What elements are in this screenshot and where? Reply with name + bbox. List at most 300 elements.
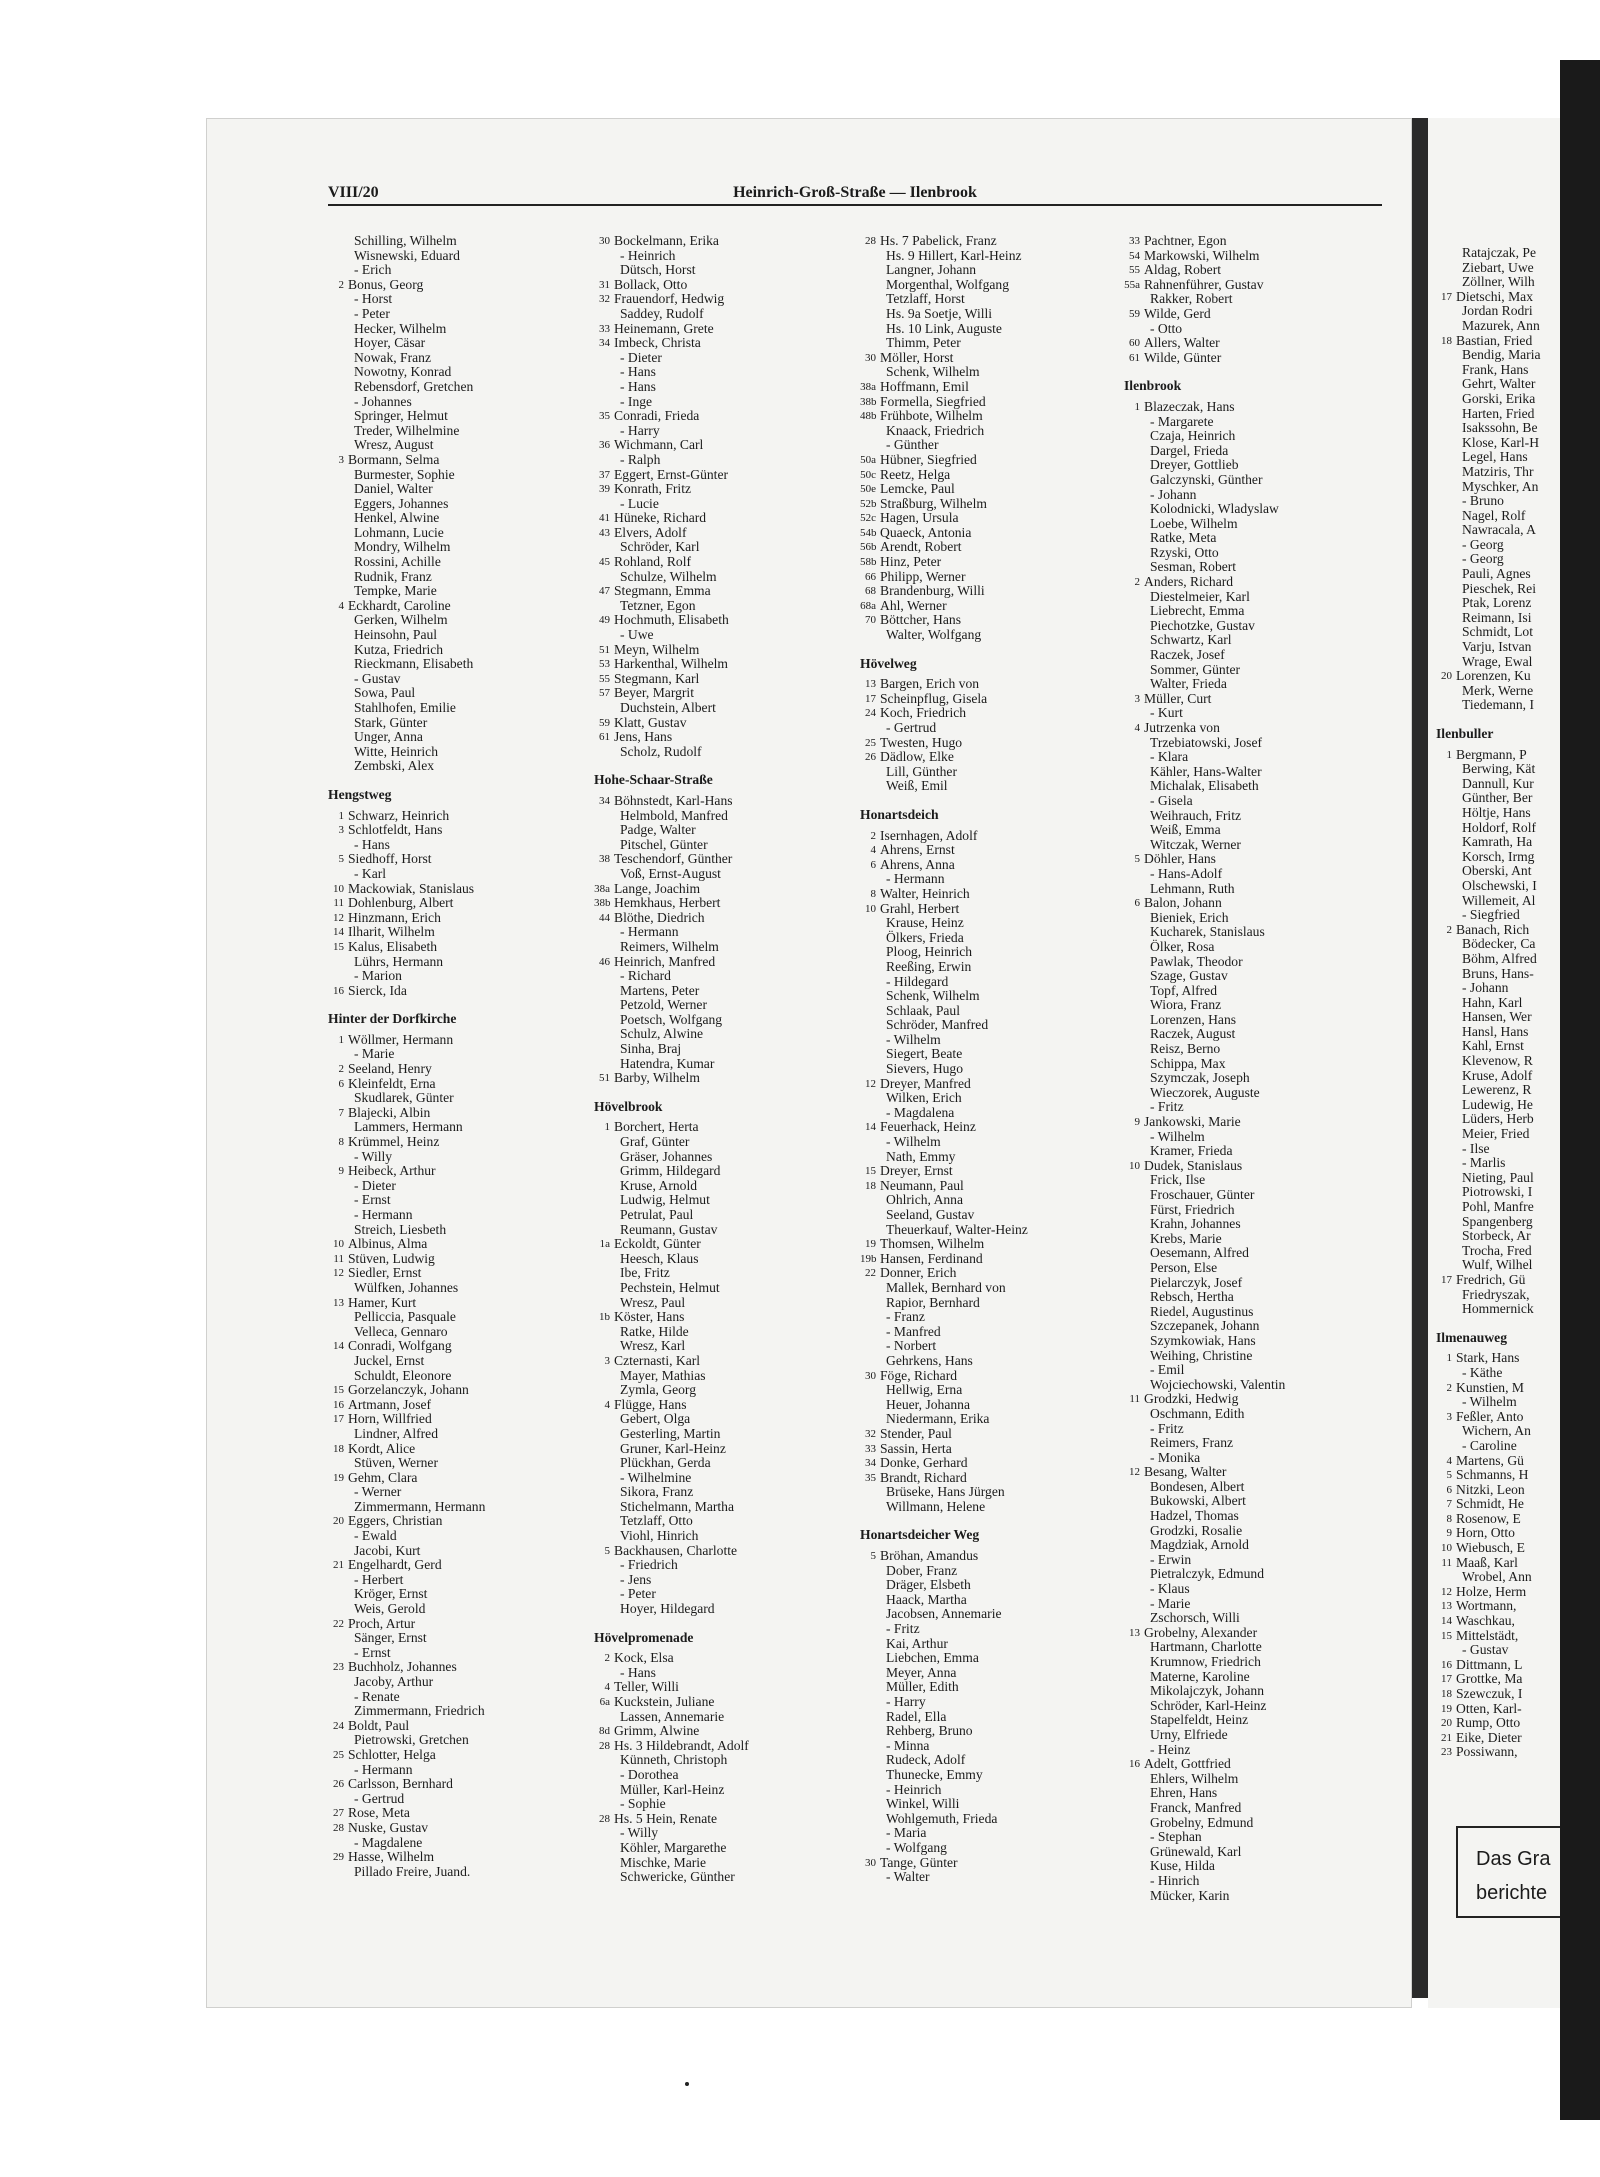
resident-name: Reimann, Isi bbox=[1462, 609, 1532, 625]
resident-entry bbox=[594, 249, 844, 264]
resident-name: Gorski, Erika bbox=[1462, 390, 1536, 406]
resident-entry bbox=[860, 887, 1110, 902]
resident-entry bbox=[1124, 1290, 1374, 1305]
resident-name: Grobelny, Edmund bbox=[1150, 1814, 1254, 1830]
resident-entry bbox=[860, 584, 1110, 599]
house-number: 4 bbox=[1134, 722, 1140, 734]
resident-name: Kutza, Friedrich bbox=[354, 641, 444, 657]
resident-entry bbox=[1124, 488, 1374, 503]
resident-entry bbox=[860, 1398, 1110, 1413]
resident-entry bbox=[860, 613, 1110, 628]
resident-entry bbox=[860, 829, 1110, 844]
resident-name: - Jens bbox=[620, 1571, 652, 1587]
resident-name: Pieschek, Rei bbox=[1462, 580, 1536, 596]
resident-entry bbox=[860, 292, 1110, 307]
house-number: 51 bbox=[599, 1072, 610, 1085]
resident-entry bbox=[1436, 967, 1560, 982]
resident-name: Topf, Alfred bbox=[1150, 982, 1217, 998]
resident-name: Brüseke, Hans Jürgen bbox=[886, 1484, 1005, 1500]
resident-entry bbox=[1436, 996, 1560, 1011]
resident-name: - Karl bbox=[354, 865, 387, 881]
resident-entry bbox=[328, 882, 578, 897]
resident-entry bbox=[1436, 835, 1560, 850]
resident-name: Frauendorf, Hedwig bbox=[614, 291, 725, 307]
resident-entry bbox=[860, 1310, 1110, 1325]
resident-entry bbox=[1124, 1816, 1374, 1831]
house-number: 10 bbox=[865, 902, 876, 915]
resident-name: Eckhardt, Caroline bbox=[348, 597, 451, 613]
resident-entry bbox=[594, 1296, 844, 1311]
resident-name: Tetzlaff, Otto bbox=[620, 1513, 693, 1529]
resident-entry bbox=[328, 911, 578, 926]
resident-name: - Peter bbox=[620, 1586, 656, 1602]
resident-entry bbox=[1124, 1626, 1374, 1641]
house-number: 1 bbox=[604, 1121, 610, 1134]
resident-entry bbox=[594, 599, 844, 614]
resident-entry bbox=[594, 823, 844, 838]
resident-name: Wresz, August bbox=[354, 437, 434, 453]
resident-name: Hoffmann, Emil bbox=[880, 378, 969, 394]
resident-entry bbox=[594, 911, 844, 926]
resident-entry bbox=[860, 1593, 1110, 1608]
street-heading: Hengstweg bbox=[328, 786, 392, 802]
resident-entry bbox=[594, 896, 844, 911]
resident-name: Szymczak, Joseph bbox=[1150, 1070, 1250, 1086]
resident-name: Klatt, Gustav bbox=[614, 714, 687, 730]
resident-entry bbox=[328, 745, 578, 760]
resident-name: Hasse, Wilhelm bbox=[348, 1849, 435, 1865]
resident-entry bbox=[594, 1724, 844, 1739]
resident-entry bbox=[1124, 955, 1374, 970]
resident-entry bbox=[328, 925, 578, 940]
resident-entry bbox=[594, 1042, 844, 1057]
resident-entry bbox=[328, 1252, 578, 1267]
resident-entry bbox=[1436, 1366, 1560, 1381]
resident-name: Zöllner, Wilh bbox=[1462, 274, 1535, 290]
resident-name: Schmidt, Lot bbox=[1462, 624, 1533, 640]
resident-entry bbox=[1124, 1859, 1374, 1874]
resident-entry bbox=[328, 540, 578, 555]
resident-name: Proch, Artur bbox=[348, 1615, 416, 1631]
house-number: 61 bbox=[599, 731, 610, 744]
resident-entry bbox=[328, 584, 578, 599]
resident-entry bbox=[594, 686, 844, 701]
resident-entry bbox=[860, 1651, 1110, 1666]
house-number: 28 bbox=[333, 1821, 344, 1834]
resident-entry bbox=[1436, 1200, 1560, 1215]
resident-name: Ratke, Meta bbox=[1150, 530, 1217, 546]
resident-entry bbox=[1436, 1716, 1560, 1731]
resident-entry bbox=[860, 843, 1110, 858]
resident-name: - Otto bbox=[1150, 320, 1183, 336]
house-number: 33 bbox=[599, 322, 610, 335]
resident-name: Liebchen, Emma bbox=[886, 1650, 979, 1666]
resident-entry bbox=[860, 365, 1110, 380]
resident-entry bbox=[1124, 1086, 1374, 1101]
house-number: 12 bbox=[333, 1267, 344, 1280]
resident-entry bbox=[1124, 1582, 1374, 1597]
resident-name: Ehlers, Wilhelm bbox=[1150, 1770, 1239, 1786]
house-number: 11 bbox=[1441, 1556, 1452, 1569]
resident-name: Horn, Otto bbox=[1456, 1525, 1515, 1541]
resident-entry bbox=[594, 468, 844, 483]
resident-name: Balon, Johann bbox=[1144, 895, 1222, 911]
resident-name: - Ernst bbox=[354, 1644, 391, 1660]
resident-name: Varju, Istvan bbox=[1462, 639, 1532, 655]
house-number: 6 bbox=[338, 1077, 344, 1090]
resident-entry bbox=[328, 1529, 578, 1544]
resident-name: Galczynski, Günther bbox=[1150, 471, 1263, 487]
house-number: 3 bbox=[604, 1354, 610, 1367]
house-number: 38b bbox=[594, 897, 611, 910]
resident-name: - Emil bbox=[1150, 1362, 1185, 1378]
house-number: 25 bbox=[333, 1748, 344, 1761]
house-number: 46 bbox=[599, 955, 610, 968]
resident-entry bbox=[594, 657, 844, 672]
street-heading: Honartsdeich bbox=[860, 806, 939, 822]
resident-entry bbox=[328, 234, 578, 249]
resident-entry bbox=[860, 1077, 1110, 1092]
resident-entry bbox=[860, 1768, 1110, 1783]
resident-entry bbox=[594, 1753, 844, 1768]
house-number: 13 bbox=[333, 1296, 344, 1309]
next-page-fragment bbox=[1428, 118, 1560, 2008]
resident-name: Grünewald, Karl bbox=[1150, 1843, 1242, 1859]
resident-name: Stender, Paul bbox=[880, 1425, 952, 1441]
resident-entry bbox=[594, 1013, 844, 1028]
resident-entry bbox=[594, 1442, 844, 1457]
street-heading: Hövelpromenade bbox=[594, 1629, 694, 1645]
resident-name: - Renate bbox=[354, 1688, 400, 1704]
resident-entry bbox=[594, 1471, 844, 1486]
resident-name: Lemcke, Paul bbox=[880, 481, 955, 497]
resident-name: Wilde, Gerd bbox=[1144, 305, 1211, 321]
resident-entry bbox=[860, 1607, 1110, 1622]
resident-name: Hoyer, Hildegard bbox=[620, 1601, 715, 1617]
resident-entry bbox=[594, 1135, 844, 1150]
house-number: 22 bbox=[333, 1617, 344, 1630]
resident-name: - Ewald bbox=[354, 1528, 397, 1544]
resident-entry bbox=[1436, 850, 1560, 865]
resident-entry bbox=[1124, 1889, 1374, 1904]
resident-entry bbox=[1124, 1597, 1374, 1612]
resident-entry bbox=[1124, 1524, 1374, 1539]
resident-entry bbox=[860, 511, 1110, 526]
resident-name: Lange, Joachim bbox=[614, 880, 701, 896]
scan-edge bbox=[1560, 60, 1600, 2120]
resident-entry bbox=[594, 794, 844, 809]
house-number: 5 bbox=[1134, 853, 1140, 866]
resident-name: Bargen, Erich von bbox=[880, 676, 980, 692]
resident-entry bbox=[594, 322, 844, 337]
resident-name: Conradi, Frieda bbox=[614, 408, 700, 424]
resident-entry bbox=[328, 511, 578, 526]
resident-entry bbox=[860, 1106, 1110, 1121]
resident-entry bbox=[1124, 560, 1374, 575]
resident-name: Hübner, Siegfried bbox=[880, 451, 977, 467]
resident-entry bbox=[1124, 765, 1374, 780]
resident-entry bbox=[328, 730, 578, 745]
resident-name: Borchert, Herta bbox=[614, 1119, 699, 1135]
resident-name: Quaeck, Antonia bbox=[880, 524, 972, 540]
resident-name: Meier, Fried bbox=[1462, 1126, 1530, 1142]
resident-entry bbox=[594, 1150, 844, 1165]
resident-name: Backhausen, Charlotte bbox=[614, 1542, 738, 1558]
resident-name: - Wilhelm bbox=[1150, 1128, 1205, 1144]
resident-name: Dietschi, Max bbox=[1456, 288, 1534, 304]
resident-name: Eike, Dieter bbox=[1456, 1729, 1522, 1745]
resident-entry bbox=[1436, 1687, 1560, 1702]
resident-entry bbox=[1436, 261, 1560, 276]
street-heading: Hövelbrook bbox=[594, 1098, 663, 1114]
resident-name: Zimmermann, Friedrich bbox=[354, 1703, 485, 1719]
resident-name: Mallek, Bernhard von bbox=[886, 1279, 1006, 1295]
resident-name: Bollack, Otto bbox=[614, 276, 688, 292]
resident-entry bbox=[328, 643, 578, 658]
resident-entry bbox=[328, 686, 578, 701]
resident-entry bbox=[594, 1797, 844, 1812]
resident-entry bbox=[328, 1500, 578, 1515]
resident-name: Zymla, Georg bbox=[620, 1382, 697, 1398]
resident-name: Oesemann, Alfred bbox=[1150, 1245, 1249, 1261]
resident-name: Neumann, Paul bbox=[880, 1177, 964, 1193]
resident-entry bbox=[1436, 407, 1560, 422]
resident-entry bbox=[860, 1135, 1110, 1150]
resident-name: - Ernst bbox=[354, 1192, 391, 1208]
resident-name: Frick, Ilse bbox=[1150, 1172, 1206, 1188]
resident-name: Philipp, Werner bbox=[880, 568, 966, 584]
resident-entry bbox=[594, 526, 844, 541]
resident-entry bbox=[1436, 509, 1560, 524]
resident-entry bbox=[1124, 1436, 1374, 1451]
resident-name: Mücker, Karin bbox=[1150, 1887, 1230, 1903]
resident-entry bbox=[860, 1412, 1110, 1427]
house-number: 11 bbox=[333, 897, 344, 910]
resident-entry bbox=[1124, 998, 1374, 1013]
resident-entry bbox=[1124, 677, 1374, 692]
resident-name: Tiedemann, I bbox=[1462, 697, 1534, 713]
resident-name: Adelt, Gottfried bbox=[1144, 1756, 1231, 1772]
house-number: 32 bbox=[865, 1427, 876, 1440]
resident-name: Dräger, Elsbeth bbox=[886, 1577, 971, 1593]
resident-name: Rossini, Achille bbox=[354, 554, 441, 570]
resident-entry bbox=[860, 1339, 1110, 1354]
resident-name: - Marion bbox=[354, 968, 402, 984]
resident-entry bbox=[1124, 292, 1374, 307]
resident-name: Korsch, Irmg bbox=[1462, 848, 1535, 864]
house-number: 17 bbox=[1441, 290, 1452, 303]
resident-entry bbox=[860, 902, 1110, 917]
resident-name: - Hermann bbox=[354, 1761, 413, 1777]
resident-entry bbox=[1436, 1156, 1560, 1171]
resident-entry bbox=[1436, 1025, 1560, 1040]
resident-entry bbox=[1124, 1217, 1374, 1232]
resident-name: Heinsohn, Paul bbox=[354, 627, 438, 643]
resident-name: Günther, Ber bbox=[1462, 790, 1533, 806]
resident-entry bbox=[594, 1587, 844, 1602]
resident-name: Wieczorek, Auguste bbox=[1150, 1084, 1260, 1100]
resident-name: Stüven, Ludwig bbox=[348, 1250, 435, 1266]
resident-name: Sänger, Ernst bbox=[354, 1630, 427, 1646]
resident-entry bbox=[860, 1797, 1110, 1812]
resident-name: Heinemann, Grete bbox=[614, 320, 714, 336]
resident-name: Wortmann, bbox=[1456, 1598, 1517, 1614]
resident-name: Haack, Martha bbox=[886, 1591, 967, 1607]
resident-name: Grobelny, Alexander bbox=[1144, 1624, 1258, 1640]
resident-entry bbox=[1436, 596, 1560, 611]
resident-name: - Harry bbox=[620, 422, 660, 438]
resident-entry bbox=[328, 809, 578, 824]
resident-name: Oschmann, Edith bbox=[1150, 1405, 1245, 1421]
resident-name: Pelliccia, Pasquale bbox=[354, 1309, 456, 1325]
resident-entry bbox=[1124, 1188, 1374, 1203]
house-number: 49 bbox=[599, 614, 610, 627]
house-number: 29 bbox=[333, 1851, 344, 1864]
resident-name: - Lucie bbox=[620, 495, 659, 511]
resident-entry bbox=[328, 322, 578, 337]
resident-name: Urny, Elfriede bbox=[1150, 1726, 1228, 1742]
house-number: 20 bbox=[1441, 670, 1452, 683]
column-2 bbox=[594, 234, 844, 1885]
resident-entry bbox=[860, 858, 1110, 873]
resident-name: Weihrauch, Fritz bbox=[1150, 807, 1242, 823]
resident-name: Rapior, Bernhard bbox=[886, 1294, 980, 1310]
resident-entry bbox=[1124, 322, 1374, 337]
resident-name: Gräser, Johannes bbox=[620, 1148, 713, 1164]
resident-entry bbox=[594, 1383, 844, 1398]
resident-name: Rosenow, E bbox=[1456, 1510, 1521, 1526]
resident-name: Scholz, Rudolf bbox=[620, 743, 702, 759]
resident-name: Ohlrich, Anna bbox=[886, 1192, 964, 1208]
resident-entry bbox=[1124, 1349, 1374, 1364]
resident-name: Rzyski, Otto bbox=[1150, 544, 1219, 560]
resident-entry bbox=[328, 955, 578, 970]
resident-entry bbox=[1436, 1702, 1560, 1717]
resident-name: Mackowiak, Stanislaus bbox=[348, 880, 475, 896]
resident-name: Magdziak, Arnold bbox=[1150, 1537, 1249, 1553]
resident-entry bbox=[1124, 692, 1374, 707]
resident-entry bbox=[1124, 736, 1374, 751]
resident-entry bbox=[594, 1398, 844, 1413]
house-number: 55a bbox=[1124, 278, 1140, 291]
resident-name: Wojciechowski, Valentin bbox=[1150, 1376, 1286, 1392]
resident-entry bbox=[1436, 363, 1560, 378]
resident-entry bbox=[594, 1695, 844, 1710]
resident-entry bbox=[1436, 480, 1560, 495]
resident-name: Hellwig, Erna bbox=[886, 1382, 963, 1398]
resident-name: Albinus, Alma bbox=[348, 1236, 428, 1252]
resident-entry bbox=[860, 960, 1110, 975]
resident-entry bbox=[860, 599, 1110, 614]
resident-name: Oberski, Ant bbox=[1462, 863, 1532, 879]
resident-name: Kunstien, M bbox=[1456, 1379, 1524, 1395]
resident-name: Ptak, Lorenz bbox=[1462, 595, 1532, 611]
resident-entry bbox=[860, 1500, 1110, 1515]
resident-name: Gehrkens, Hans bbox=[886, 1352, 973, 1368]
resident-entry bbox=[328, 1310, 578, 1325]
resident-name: Pillado Freire, Juand. bbox=[354, 1863, 471, 1879]
resident-name: - Erwin bbox=[1150, 1551, 1192, 1567]
resident-entry bbox=[1436, 1083, 1560, 1098]
resident-name: Reisz, Berno bbox=[1150, 1041, 1221, 1057]
resident-name: - Hans-Adolf bbox=[1150, 865, 1223, 881]
resident-entry bbox=[594, 263, 844, 278]
resident-name: - Hermann bbox=[620, 924, 679, 940]
resident-entry bbox=[1124, 1611, 1374, 1626]
resident-entry bbox=[328, 1836, 578, 1851]
house-number: 2 bbox=[1446, 1381, 1452, 1394]
house-number: 24 bbox=[865, 707, 876, 720]
resident-entry bbox=[594, 1456, 844, 1471]
resident-name: Czternasti, Karl bbox=[614, 1352, 701, 1368]
resident-name: Czaja, Heinrich bbox=[1150, 428, 1236, 444]
resident-entry bbox=[1124, 400, 1374, 415]
resident-entry bbox=[1124, 415, 1374, 430]
resident-entry bbox=[328, 1383, 578, 1398]
resident-entry bbox=[1124, 1013, 1374, 1028]
resident-name: Twesten, Hugo bbox=[880, 734, 963, 750]
resident-name: Hs. 3 Hildebrandt, Adolf bbox=[614, 1737, 749, 1753]
resident-name: Daniel, Walter bbox=[354, 481, 433, 497]
house-number: 48b bbox=[860, 410, 877, 423]
resident-name: - Johann bbox=[1150, 486, 1197, 502]
street-heading: Hövelweg bbox=[860, 655, 917, 671]
resident-name: - Heinrich bbox=[886, 1781, 942, 1797]
resident-name: Piechotzke, Gustav bbox=[1150, 617, 1255, 633]
resident-entry bbox=[594, 453, 844, 468]
resident-name: - Hans bbox=[354, 836, 390, 852]
resident-name: Zimmermann, Hermann bbox=[354, 1498, 486, 1514]
resident-entry bbox=[328, 896, 578, 911]
resident-name: Thomsen, Wilhelm bbox=[880, 1236, 985, 1252]
resident-entry bbox=[328, 1865, 578, 1880]
resident-name: - Georg bbox=[1462, 536, 1504, 552]
resident-entry bbox=[1436, 762, 1560, 777]
resident-name: Kramer, Frieda bbox=[1150, 1143, 1233, 1159]
resident-name: Sikora, Franz bbox=[620, 1484, 694, 1500]
resident-name: Szage, Gustav bbox=[1150, 968, 1228, 984]
resident-entry bbox=[1124, 1422, 1374, 1437]
resident-entry bbox=[1436, 1288, 1560, 1303]
resident-name: Grimm, Hildegard bbox=[620, 1163, 721, 1179]
house-number: 59 bbox=[1129, 307, 1140, 320]
resident-name: Winkel, Willi bbox=[886, 1796, 960, 1812]
house-number: 1 bbox=[1446, 1352, 1452, 1365]
resident-name: Froschauer, Günter bbox=[1150, 1187, 1255, 1202]
resident-name: - Franz bbox=[886, 1309, 925, 1325]
house-number: 30 bbox=[865, 351, 876, 364]
resident-name: Kolodnicki, Wladyslaw bbox=[1150, 501, 1279, 517]
column-1 bbox=[328, 234, 578, 1879]
house-number: 15 bbox=[865, 1165, 876, 1178]
house-number: 11 bbox=[1129, 1393, 1140, 1406]
resident-name: Liebrecht, Emma bbox=[1150, 603, 1245, 619]
resident-entry bbox=[328, 1675, 578, 1690]
resident-name: Rakker, Robert bbox=[1150, 291, 1233, 307]
resident-name: Krumnow, Friedrich bbox=[1150, 1654, 1261, 1669]
resident-entry bbox=[328, 438, 578, 453]
resident-entry bbox=[860, 1281, 1110, 1296]
resident-name: Köhler, Margarethe bbox=[620, 1839, 727, 1855]
house-number: 13 bbox=[865, 678, 876, 691]
resident-name: - Dieter bbox=[620, 349, 662, 365]
resident-entry bbox=[860, 692, 1110, 707]
resident-entry bbox=[860, 409, 1110, 424]
resident-name: Frank, Hans bbox=[1462, 361, 1529, 377]
resident-entry bbox=[1436, 952, 1560, 967]
resident-entry bbox=[860, 1812, 1110, 1827]
house-number: 4 bbox=[604, 1681, 610, 1694]
